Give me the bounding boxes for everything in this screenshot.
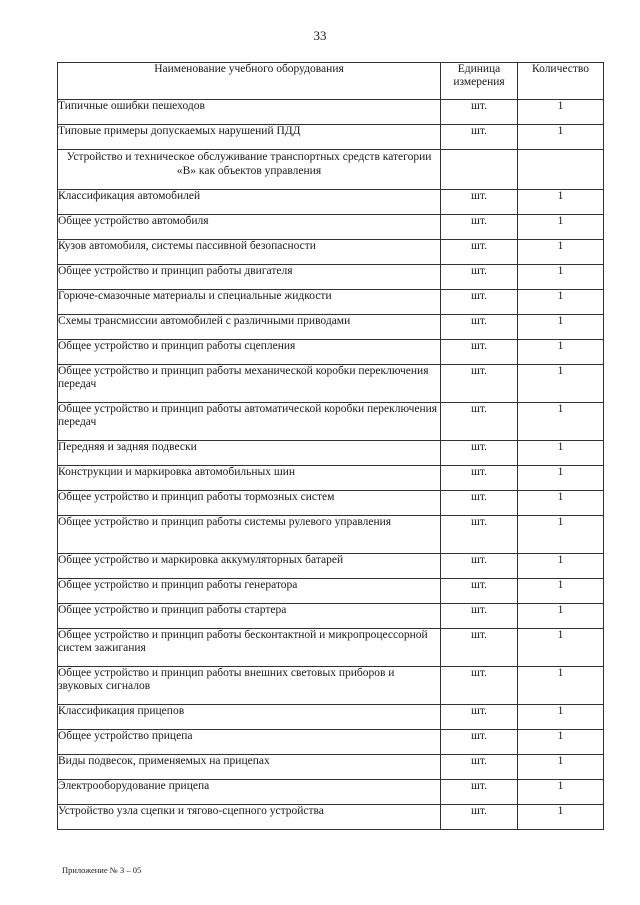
table-section-row — [58, 150, 604, 190]
table-row — [58, 667, 604, 705]
cell-quantity: 1 — [518, 629, 604, 667]
cell-unit: шт. — [441, 240, 518, 265]
cell-unit: шт. — [441, 190, 518, 215]
table-row — [58, 403, 604, 441]
table-row — [58, 730, 604, 755]
table-row — [58, 579, 604, 604]
cell-name: Общее устройство и принцип работы стартера — [58, 604, 441, 629]
cell-quantity: 1 — [518, 780, 604, 805]
cell-unit: шт. — [441, 125, 518, 150]
table-row — [58, 340, 604, 365]
cell-name: Общее устройство и принцип работы системы рулевого управления — [58, 516, 441, 554]
cell-name: Общее устройство и принцип работы тормозных систем — [58, 491, 441, 516]
cell-unit: шт. — [441, 100, 518, 125]
table-row — [58, 215, 604, 240]
cell-name: Кузов автомобиля, системы пассивной безопасности — [58, 240, 441, 265]
cell-unit: шт. — [441, 290, 518, 315]
cell-unit: шт. — [441, 554, 518, 579]
cell-name: Схемы трансмиссии автомобилей с различными приводами — [58, 315, 441, 340]
cell-unit: шт. — [441, 365, 518, 403]
cell-name: Общее устройство и принцип работы автоматической коробки переключения передач — [58, 403, 441, 441]
cell-name: Типовые примеры допускаемых нарушений ПДД — [58, 125, 441, 150]
cell-unit: шт. — [441, 780, 518, 805]
cell-quantity: 1 — [518, 125, 604, 150]
cell-unit: шт. — [441, 705, 518, 730]
cell-quantity: 1 — [518, 100, 604, 125]
table-row — [58, 265, 604, 290]
cell-quantity: 1 — [518, 403, 604, 441]
table-row — [58, 516, 604, 554]
cell-quantity: 1 — [518, 265, 604, 290]
table-header-row — [58, 63, 604, 100]
table-row — [58, 441, 604, 466]
cell-name: Электрооборудование прицепа — [58, 780, 441, 805]
cell-unit: шт. — [441, 265, 518, 290]
empty-cell — [441, 150, 518, 190]
table-row — [58, 125, 604, 150]
table-row — [58, 365, 604, 403]
empty-cell — [518, 150, 604, 190]
table-row — [58, 240, 604, 265]
cell-quantity: 1 — [518, 516, 604, 554]
cell-quantity: 1 — [518, 579, 604, 604]
cell-quantity: 1 — [518, 667, 604, 705]
table-row — [58, 190, 604, 215]
cell-quantity: 1 — [518, 240, 604, 265]
cell-quantity: 1 — [518, 554, 604, 579]
cell-unit: шт. — [441, 340, 518, 365]
cell-unit: шт. — [441, 604, 518, 629]
table-row — [58, 780, 604, 805]
cell-unit: шт. — [441, 579, 518, 604]
cell-quantity: 1 — [518, 805, 604, 830]
table-row — [58, 755, 604, 780]
cell-quantity: 1 — [518, 190, 604, 215]
cell-name: Виды подвесок, применяемых на прицепах — [58, 755, 441, 780]
cell-unit: шт. — [441, 805, 518, 830]
cell-quantity: 1 — [518, 215, 604, 240]
cell-unit: шт. — [441, 403, 518, 441]
table-row — [58, 805, 604, 830]
table-row — [58, 554, 604, 579]
header-quantity: Количество — [518, 63, 604, 100]
cell-name: Общее устройство и принцип работы генератора — [58, 579, 441, 604]
cell-unit: шт. — [441, 491, 518, 516]
cell-quantity: 1 — [518, 705, 604, 730]
cell-quantity: 1 — [518, 491, 604, 516]
cell-name: Общее устройство и маркировка аккумуляторных батарей — [58, 554, 441, 579]
table-row — [58, 315, 604, 340]
cell-quantity: 1 — [518, 755, 604, 780]
table-row — [58, 705, 604, 730]
cell-quantity: 1 — [518, 365, 604, 403]
cell-unit: шт. — [441, 315, 518, 340]
footer-note: Приложение № 3 – 05 — [62, 865, 142, 875]
table-row — [58, 290, 604, 315]
table-row — [58, 466, 604, 491]
cell-unit: шт. — [441, 755, 518, 780]
cell-quantity: 1 — [518, 441, 604, 466]
cell-name: Классификация прицепов — [58, 705, 441, 730]
cell-name: Горюче-смазочные материалы и специальные жидкости — [58, 290, 441, 315]
cell-quantity: 1 — [518, 730, 604, 755]
cell-name: Конструкции и маркировка автомобильных шин — [58, 466, 441, 491]
cell-name: Общее устройство прицепа — [58, 730, 441, 755]
cell-unit: шт. — [441, 629, 518, 667]
cell-name: Передняя и задняя подвески — [58, 441, 441, 466]
cell-name: Общее устройство и принцип работы бесконтактной и микропроцессорной систем зажигания — [58, 629, 441, 667]
equipment-table — [57, 62, 604, 830]
header-name: Наименование учебного оборудования — [58, 63, 441, 100]
cell-quantity: 1 — [518, 315, 604, 340]
cell-name: Типичные ошибки пешеходов — [58, 100, 441, 125]
table-row — [58, 100, 604, 125]
cell-unit: шт. — [441, 441, 518, 466]
cell-quantity: 1 — [518, 290, 604, 315]
cell-unit: шт. — [441, 730, 518, 755]
cell-unit: шт. — [441, 516, 518, 554]
cell-unit: шт. — [441, 215, 518, 240]
cell-unit: шт. — [441, 466, 518, 491]
cell-quantity: 1 — [518, 340, 604, 365]
cell-name: Общее устройство и принцип работы двигателя — [58, 265, 441, 290]
table-row — [58, 629, 604, 667]
cell-name: Общее устройство и принцип работы механической коробки переключения передач — [58, 365, 441, 403]
cell-quantity: 1 — [518, 604, 604, 629]
cell-name: Общее устройство и принцип работы внешних световых приборов и звуковых сигналов — [58, 667, 441, 705]
cell-name: Общее устройство и принцип работы сцепления — [58, 340, 441, 365]
header-unit: Единица измерения — [441, 63, 518, 100]
cell-name: Общее устройство автомобиля — [58, 215, 441, 240]
cell-name: Устройство узла сцепки и тягово-сцепного устройства — [58, 805, 441, 830]
cell-unit: шт. — [441, 667, 518, 705]
page-number: 33 — [313, 28, 327, 43]
section-title: Устройство и техническое обслуживание транспортных средств категории «В» как объектов управления — [58, 150, 441, 190]
cell-quantity: 1 — [518, 466, 604, 491]
cell-name: Классификация автомобилей — [58, 190, 441, 215]
table-row — [58, 491, 604, 516]
table-row — [58, 604, 604, 629]
